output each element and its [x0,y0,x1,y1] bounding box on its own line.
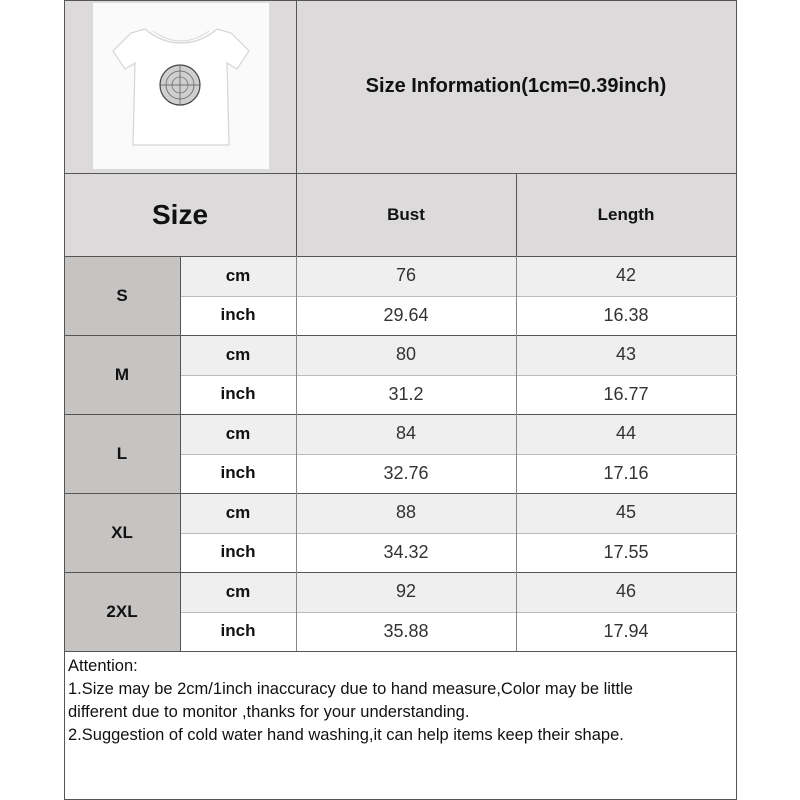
size-label: L [116,443,128,463]
table-cell [180,493,296,533]
table-cell [296,296,516,336]
table-cell [516,454,736,494]
table-cell [516,296,736,336]
tshirt-image [93,3,269,169]
table-cell [516,612,736,652]
notes-heading: Attention: [68,657,138,675]
length-value: 17.55 [603,541,649,562]
bust-value: 32.76 [383,462,429,483]
h-border [64,256,737,257]
size-label: M [114,364,130,384]
h-border [64,0,737,1]
table-cell [180,533,296,573]
table-cell [180,375,296,415]
table-cell [516,533,736,573]
length-header-cell [516,173,736,256]
v-border [516,256,517,651]
chart-title: Size Information(1cm=0.39inch) [365,75,667,97]
length-value: 16.77 [603,383,649,404]
h-border [64,651,737,652]
bust-value: 76 [395,265,417,286]
length-value: 45 [615,502,637,523]
table-cell [516,493,736,533]
unit-label-cm: cm [225,423,251,443]
size-label-cell [64,335,180,414]
table-cell [516,375,736,415]
table-cell [296,454,516,494]
table-cell [180,572,296,612]
bust-value: 80 [395,344,417,365]
table-cell [180,335,296,375]
table-cell [296,533,516,573]
h-border [180,533,737,534]
tshirt-icon [93,3,269,169]
length-value: 42 [615,265,637,286]
h-border [64,173,737,174]
title-cell [296,0,736,173]
notes-line-3: 2.Suggestion of cold water hand washing,it can help items keep their shape. [68,726,624,744]
length-value: 17.16 [603,462,649,483]
h-border [180,612,737,613]
unit-label-inch: inch [220,542,256,562]
size-label: 2XL [106,601,138,621]
bust-value: 92 [395,581,417,602]
table-cell [180,454,296,494]
table-cell [296,612,516,652]
v-border [64,0,65,800]
h-border [180,454,737,455]
bust-header-cell [296,173,516,256]
v-border [516,173,517,256]
size-label-cell [64,414,180,493]
unit-label-cm: cm [225,581,251,601]
h-border [180,375,737,376]
bust-value: 34.32 [383,541,429,562]
length-value: 16.38 [603,304,649,325]
length-header: Length [597,204,655,224]
table-cell [296,335,516,375]
h-border [64,414,737,415]
h-border [64,493,737,494]
table-cell [516,256,736,296]
table-cell [180,414,296,454]
bust-value: 29.64 [383,304,429,325]
table-cell [516,414,736,454]
size-label-cell [64,256,180,335]
h-border [180,296,737,297]
unit-label-inch: inch [220,463,256,483]
v-border [736,0,737,800]
bust-value: 84 [395,423,417,444]
unit-label-inch: inch [220,621,256,641]
unit-label-cm: cm [225,502,251,522]
table-cell [296,414,516,454]
size-label: S [116,285,128,305]
v-border [180,256,181,651]
attention-notes [68,655,732,747]
unit-label-cm: cm [225,265,251,285]
size-header-cell [64,173,296,256]
table-cell [296,572,516,612]
table-cell [516,572,736,612]
table-cell [180,256,296,296]
v-border [296,0,297,256]
table-cell [296,256,516,296]
bust-value: 31.2 [388,383,424,404]
table-cell [180,296,296,336]
length-value: 43 [615,344,637,365]
bust-value: 88 [395,502,417,523]
size-label-cell [64,493,180,572]
table-cell [516,335,736,375]
length-value: 17.94 [603,620,649,641]
v-border [296,256,297,651]
length-value: 46 [615,581,637,602]
notes-line-1: 1.Size may be 2cm/1inch inaccuracy due to hand measure,Color may be little [68,680,633,698]
length-value: 44 [615,423,637,444]
unit-label-inch: inch [220,384,256,404]
bust-header: Bust [387,204,425,224]
unit-label-cm: cm [225,344,251,364]
table-cell [296,493,516,533]
size-header: Size [151,198,209,230]
table-cell [296,375,516,415]
unit-label-inch: inch [220,305,256,325]
bust-value: 35.88 [383,620,429,641]
h-border [64,335,737,336]
notes-line-2: different due to monitor ,thanks for your understanding. [68,703,470,721]
h-border [64,572,737,573]
table-cell [180,612,296,652]
size-label: XL [111,522,133,542]
size-label-cell [64,572,180,651]
